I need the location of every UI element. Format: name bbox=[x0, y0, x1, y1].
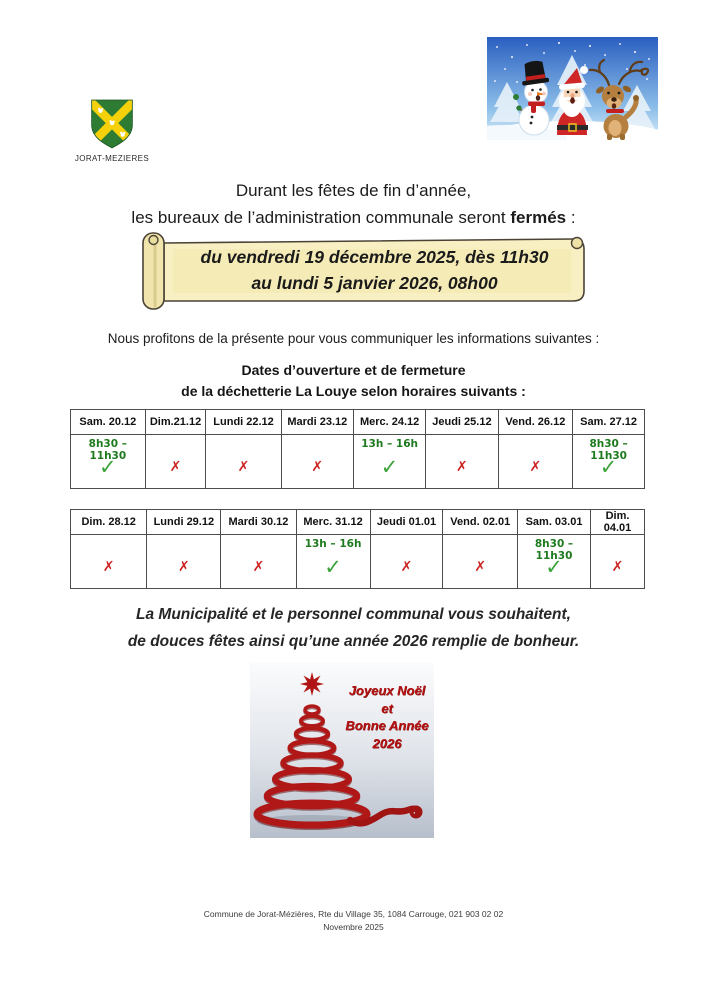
day-header: Jeudi 25.12 bbox=[426, 410, 498, 435]
day-header: Vend. 02.01 bbox=[443, 510, 518, 535]
status-mark-icon: ✗ bbox=[400, 559, 413, 575]
status-mark-icon: ✗ bbox=[611, 559, 624, 575]
status-mark-icon: ✗ bbox=[237, 459, 250, 475]
footer-address: Commune de Jorat-Mézières, Rte du Village 35, 1084 Carrouge, 021 903 02 02 bbox=[203, 909, 504, 919]
opening-hours bbox=[591, 535, 644, 555]
greeting-line-1: Joyeux Noël bbox=[348, 683, 426, 698]
week2-header-row bbox=[71, 510, 645, 535]
status-mark-icon: ✗ bbox=[169, 459, 182, 475]
schedule-cell bbox=[518, 535, 591, 589]
schedule-table-week1 bbox=[70, 409, 645, 489]
opening-hours: 8h30 – 11h30 bbox=[589, 438, 628, 462]
ribbon-tree-greeting-image bbox=[250, 662, 434, 838]
schedule-cell bbox=[281, 435, 353, 489]
opening-hours bbox=[221, 535, 295, 555]
opening-hours: 8h30 – 11h30 bbox=[88, 438, 127, 462]
christmas-carolers-image bbox=[487, 37, 658, 140]
schedule-cell bbox=[590, 535, 644, 589]
schedule-cell bbox=[353, 435, 425, 489]
schedule-cell bbox=[71, 535, 147, 589]
commune-coat-of-arms bbox=[62, 98, 162, 163]
day-header: Dim.21.12 bbox=[145, 410, 206, 435]
opening-hours bbox=[426, 435, 497, 455]
schedule-cell bbox=[426, 435, 498, 489]
status-mark-icon: ✗ bbox=[252, 559, 265, 575]
opening-hours: 8h30 – 11h30 bbox=[534, 538, 574, 562]
week1-status-row bbox=[71, 435, 645, 489]
day-header: Dim. 28.12 bbox=[71, 510, 147, 535]
status-mark-icon: ✓ bbox=[545, 555, 563, 579]
schedule-table-week2 bbox=[70, 509, 645, 589]
greeting-line-4: 2026 bbox=[372, 735, 402, 751]
schedule-cell bbox=[221, 535, 296, 589]
closing-message bbox=[0, 601, 707, 655]
closure-period-line-1: du vendredi 19 décembre 2025, dès 11h30 bbox=[200, 247, 549, 267]
schedule-title-line-2: de la déchetterie La Louye selon horaires suivants : bbox=[181, 383, 526, 399]
day-header: Lundi 22.12 bbox=[206, 410, 281, 435]
commune-name-label: JORAT-MEZIERES bbox=[74, 154, 150, 163]
opening-hours bbox=[147, 535, 220, 555]
status-mark-icon: ✗ bbox=[529, 459, 542, 475]
intro-line-2-text: les bureaux de l’administration communale seront bbox=[131, 208, 511, 227]
opening-hours bbox=[282, 435, 353, 455]
week1-header-row bbox=[71, 410, 645, 435]
intro-heading bbox=[0, 177, 707, 231]
day-header: Sam. 03.01 bbox=[518, 510, 591, 535]
status-mark-icon: ✓ bbox=[99, 455, 117, 479]
schedule-title bbox=[0, 360, 707, 402]
opening-hours: 13h – 16h bbox=[304, 538, 362, 550]
status-mark-icon: ✓ bbox=[380, 455, 399, 479]
day-header: Mardi 30.12 bbox=[221, 510, 296, 535]
status-mark-icon: ✗ bbox=[474, 559, 487, 575]
schedule-cell bbox=[443, 535, 518, 589]
status-mark-icon: ✗ bbox=[456, 459, 468, 475]
opening-hours bbox=[206, 435, 280, 455]
day-header: Sam. 20.12 bbox=[71, 410, 146, 435]
day-header: Dim. 04.01 bbox=[590, 510, 644, 535]
page-footer bbox=[0, 908, 707, 934]
intro-line-2-colon: : bbox=[566, 208, 576, 227]
status-mark-icon: ✗ bbox=[311, 459, 324, 475]
day-header: Jeudi 01.01 bbox=[370, 510, 443, 535]
opening-hours bbox=[371, 535, 443, 555]
closure-dates-scroll-banner bbox=[137, 227, 592, 315]
coat-of-arms-icon bbox=[89, 98, 135, 150]
info-paragraph: Nous profitons de la présente pour vous communiquer les informations suivantes : bbox=[107, 331, 600, 346]
status-mark-icon: ✓ bbox=[324, 555, 342, 579]
closure-period-line-2: au lundi 5 janvier 2026, 08h00 bbox=[251, 273, 498, 293]
day-header: Sam. 27.12 bbox=[573, 410, 645, 435]
schedule-cell bbox=[498, 435, 573, 489]
schedule-title-line-1: Dates d’ouverture et de fermeture bbox=[241, 362, 466, 378]
schedule-cell bbox=[370, 535, 443, 589]
opening-hours bbox=[146, 435, 206, 455]
carolers-graphic bbox=[487, 37, 658, 140]
schedule-cell bbox=[147, 535, 221, 589]
status-mark-icon: ✗ bbox=[177, 559, 190, 575]
closure-period-text bbox=[177, 244, 572, 296]
greeting-line-2: et bbox=[381, 700, 393, 716]
opening-hours bbox=[443, 535, 517, 555]
closing-line-2: de douces fêtes ainsi qu’une année 2026 remplie de bonheur. bbox=[127, 633, 580, 650]
opening-hours: 13h – 16h bbox=[361, 438, 418, 450]
greeting-text bbox=[342, 682, 432, 752]
day-header: Mardi 23.12 bbox=[281, 410, 353, 435]
greeting-line-3: Bonne Année bbox=[345, 718, 429, 733]
schedule-cell bbox=[296, 535, 370, 589]
day-header: Vend. 26.12 bbox=[498, 410, 573, 435]
closing-line-1: La Municipalité et le personnel communal vous souhaitent, bbox=[136, 606, 571, 623]
day-header: Lundi 29.12 bbox=[147, 510, 221, 535]
opening-hours bbox=[499, 435, 573, 455]
schedule-cell bbox=[573, 435, 645, 489]
day-header: Merc. 31.12 bbox=[296, 510, 370, 535]
status-mark-icon: ✓ bbox=[599, 455, 618, 479]
week2-status-row bbox=[71, 535, 645, 589]
tree-star-icon bbox=[300, 672, 324, 696]
opening-hours bbox=[71, 535, 146, 555]
intro-line-2-bold: fermés bbox=[510, 208, 567, 227]
intro-line-1: Durant les fêtes de fin d’année, bbox=[235, 181, 472, 200]
schedule-cell bbox=[206, 435, 281, 489]
schedule-cell bbox=[71, 435, 146, 489]
footer-date: Novembre 2025 bbox=[323, 922, 384, 932]
status-mark-icon: ✗ bbox=[102, 559, 115, 575]
schedule-cell bbox=[145, 435, 206, 489]
day-header: Merc. 24.12 bbox=[353, 410, 425, 435]
